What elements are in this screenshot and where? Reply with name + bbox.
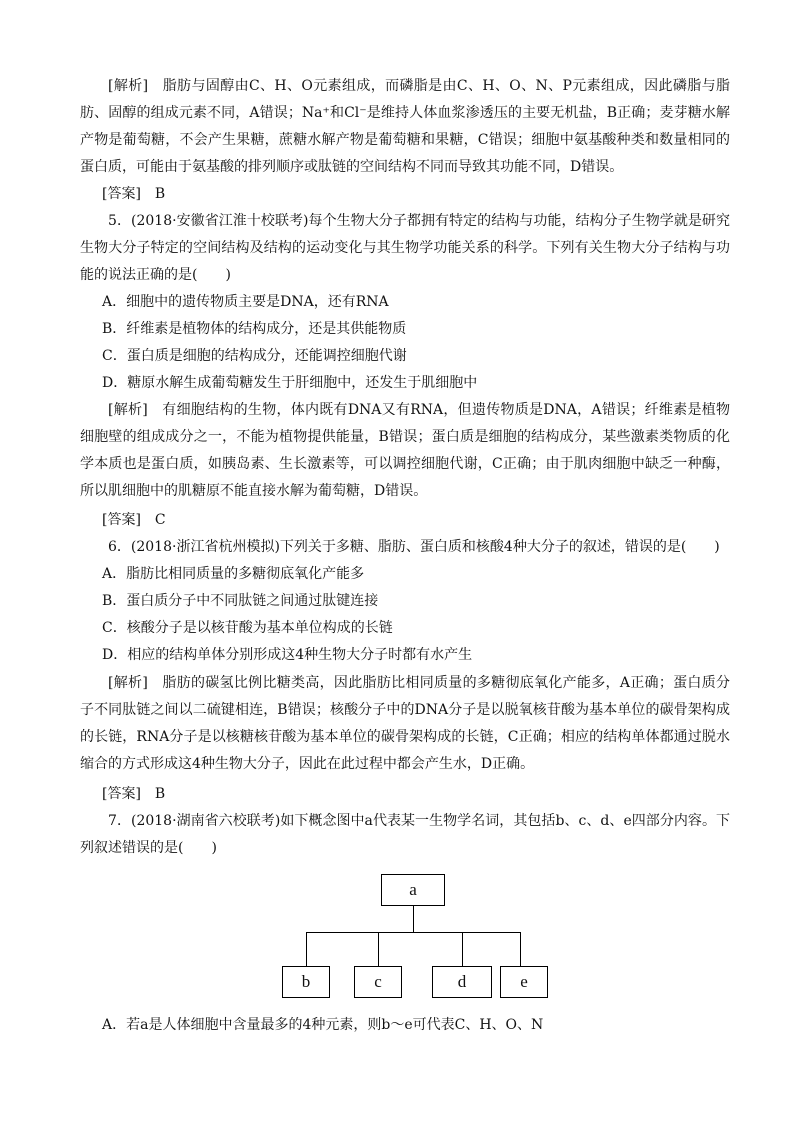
answer-label: [答案] — [102, 186, 141, 202]
q7-option-a: A．若a是人体细胞中含量最多的4种元素，则b～e可代表C、H、O、N — [102, 1017, 544, 1033]
analysis-label: [解析] — [108, 402, 148, 418]
q6-stem: 6．(2018·浙江省杭州模拟)下列关于多糖、脂肪、蛋白质和核酸4种大分子的叙述，错误的是( ) — [108, 539, 720, 555]
analysis-label: [解析] — [108, 675, 148, 691]
answer-value: B — [140, 186, 166, 202]
q5-option-d: D．糖原水解生成葡萄糖发生于肝细胞中，还发生于肌细胞中 — [102, 375, 478, 391]
analysis-label: [解析] — [108, 78, 149, 94]
analysis-text: 脂肪的碳氢比例比糖类高，因此脂肪比相同质量的多糖彻底氧化产能多，A正确；蛋白质分子不同肽链之间以二硫键相连，B错误；核酸分子中的DNA分子是以脱氧核苷酸为基本单位的碳骨架构成的长链，RNA分子是以核糖核苷酸为基本单位的碳骨架构成的长链，C正确；相应的结构单体都通过脱水缩合的方式形成这4种生物大分子，因此在此过程中都会产生水，D正确。 — [80, 675, 730, 772]
q5-answer — [102, 507, 166, 534]
q6-option-a: A．脂肪比相同质量的多糖彻底氧化产能多 — [102, 566, 365, 582]
q5-stem: 5．(2018·安徽省江淮十校联考)每个生物大分子都拥有特定的结构与功能，结构分子生物学就是研究生物大分子特定的空间结构及结构的运动变化与其生物学功能关系的科学。下列有关生物大分子结构与功能的说法正确的是( ) — [80, 213, 730, 283]
q5-option-c: C．蛋白质是细胞的结构成分，还能调控细胞代谢 — [102, 348, 407, 364]
q5-option-a: A．细胞中的遗传物质主要是DNA，还有RNA — [102, 294, 389, 310]
q6-option-c: C．核酸分子是以核苷酸为基本单位构成的长链 — [102, 620, 393, 636]
q5-analysis — [80, 397, 730, 505]
q6-option-b: B．蛋白质分子中不同肽链之间通过肽键连接 — [102, 593, 379, 609]
diagram-node-b: b — [282, 966, 330, 998]
diagram-connector-b — [306, 932, 307, 966]
answer-label: [答案] — [102, 786, 141, 802]
diagram-connector-c — [378, 932, 379, 966]
q4-analysis — [80, 73, 730, 181]
answer-value: C — [140, 512, 166, 528]
q4-answer — [102, 181, 165, 208]
q7-stem: 7．(2018·湖南省六校联考)如下概念图中a代表某一生物学名词，其包括b、c、d、e四部分内容。下列叙述错误的是( ) — [80, 813, 730, 856]
diagram-connector-d — [462, 932, 463, 966]
answer-label: [答案] — [102, 512, 141, 528]
diagram-node-a: a — [381, 874, 445, 906]
diagram-node-d: d — [432, 966, 492, 998]
diagram-node-e: e — [500, 966, 548, 998]
analysis-text: 有细胞结构的生物，体内既有DNA又有RNA，但遗传物质是DNA，A错误；纤维素是植物细胞壁的组成成分之一，不能为植物提供能量，B错误；蛋白质是细胞的结构成分，某些激素类物质的化学本质也是蛋白质，如胰岛素、生长激素等，可以调控细胞代谢，C正确；由于肌肉细胞中缺乏一种酶，所以肌细胞中的肌糖原不能直接水解为葡萄糖，D错误。 — [80, 402, 730, 499]
diagram-node-c: c — [354, 966, 402, 998]
diagram-connector-e — [520, 932, 521, 966]
analysis-text: 脂肪与固醇由C、H、O元素组成，而磷脂是由C、H、O、N、P元素组成，因此磷脂与脂肪、固醇的组成元素不同，A错误；Na⁺和Cl⁻是维持人体血浆渗透压的主要无机盐，B正确；麦芽糖水解产物是葡萄糖，不会产生果糖，蔗糖水解产物是葡萄糖和果糖，C错误；细胞中氨基酸种类和数量相同的蛋白质，可能由于氨基酸的排列顺序或肽链的空间结构不同而导致其功能不同，D错误。 — [80, 78, 730, 175]
diagram-connector-root — [413, 906, 414, 932]
q5-option-b: B．纤维素是植物体的结构成分，还是其供能物质 — [102, 321, 407, 337]
answer-value: B — [140, 786, 166, 802]
concept-diagram — [270, 870, 570, 1000]
q6-option-d: D．相应的结构单体分别形成这4种生物大分子时都有水产生 — [102, 647, 473, 663]
q6-answer — [102, 781, 165, 808]
q6-analysis — [80, 670, 730, 778]
diagram-connector-bar — [306, 932, 520, 933]
